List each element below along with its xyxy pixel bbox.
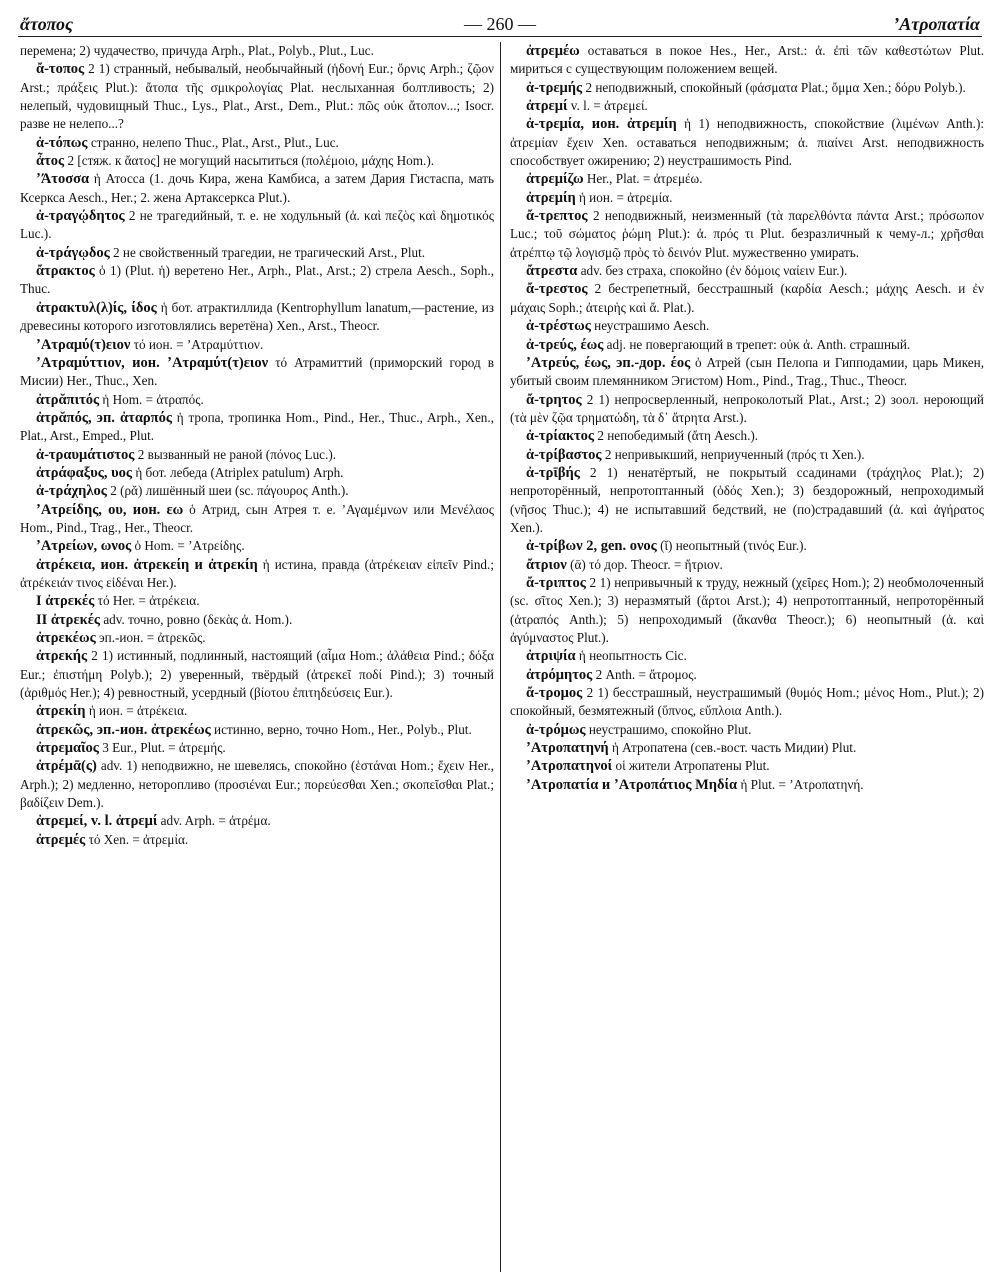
entry-definition: 2 Anth. = ἄτρομος. xyxy=(592,666,697,682)
entry-definition: (ῐ) неопытный (τινός Eur.). xyxy=(656,538,807,554)
entry-headword: ἀτρεμί xyxy=(526,98,568,115)
entry-headword: ἄτρακτος xyxy=(36,263,95,280)
entry-headword: ἀ-τραγῴδητος xyxy=(36,208,125,225)
dictionary-entry xyxy=(20,354,494,391)
entry-headword: ἀ-τράγῳδος xyxy=(36,244,110,261)
page-header xyxy=(18,8,982,37)
dictionary-entry xyxy=(20,739,494,757)
dictionary-entry xyxy=(20,647,494,702)
entry-headword: ʼΑτραμύττιον, ион. ʼΑτραμύτ(τ)ειον xyxy=(36,354,269,371)
entry-headword: ἀτρεμίη xyxy=(526,189,576,206)
entry-definition: неустрашимо, спокойно Plut. xyxy=(585,721,752,737)
dictionary-entry xyxy=(510,79,984,97)
entry-definition: 2 непривыкший, неприученный (πρός τι Xen.). xyxy=(601,446,865,462)
entry-headword: ἀ-τρίβων 2, gen. ονος xyxy=(526,538,657,555)
entry-headword: ἀτρακτυλ(λ)ίς, ίδος xyxy=(36,299,157,316)
entry-definition: 2 не трагедийный, т. е. не ходульный (ἀ. καὶ πεζὸς καὶ δημοτικός Luc.). xyxy=(20,208,494,242)
entry-definition: ἡ бот. атрактиллида (Kentrophyllum lanatum,—растение, из древесины которого изготовлялись веретёна) Xen., Arst., Theocr. xyxy=(20,299,495,334)
dictionary-entry xyxy=(510,757,984,775)
dictionary-entry xyxy=(510,464,984,537)
dictionary-entry xyxy=(20,134,494,152)
entry-headword: ʼΑτρείδης, ου, ион. εω xyxy=(36,501,184,518)
dictionary-entry xyxy=(510,739,984,757)
dictionary-entry xyxy=(510,537,984,555)
entry-definition: ἡ Атосса (1. дочь Кира, жена Камбиса, а затем Дария Гистаспа, мать Ксеркса Aesch., Her.; 2. жена Артаксеркса Plut.). xyxy=(20,171,494,205)
entry-headword: ἄτρεστα xyxy=(526,263,578,280)
entry-definition: эп.-ион. = ἀτρεκῶς. xyxy=(95,630,206,645)
entry-headword: ἀτρᾰπός, эп. ἀταρπός xyxy=(36,409,172,426)
columns xyxy=(18,42,982,1278)
dictionary-entry xyxy=(20,611,494,629)
entry-definition: ὁ Атрей (сын Пелопа и Гипподамии, царь Микен, убитый своим племянником Эгистом) Hom., Pind., Trag., Thuc., Theocr. xyxy=(510,354,984,389)
entry-definition: ὁ Hom. = ʼΑτρείδης. xyxy=(131,538,245,554)
dictionary-entry xyxy=(510,684,984,721)
entry-definition: ἡ ион. = ἀτρεμία. xyxy=(575,189,673,205)
entry-headword: ἀτρεκῶς, эп.-ион. ἀτρεκέως xyxy=(36,721,211,738)
dictionary-entry xyxy=(20,757,494,812)
dictionary-entry xyxy=(20,831,494,849)
entry-definition: ὁ 1) (Plut. ἡ) веретено Her., Arph., Plat., Arst.; 2) стрела Aesch., Soph., Thuc. xyxy=(20,263,494,297)
dictionary-entry xyxy=(510,354,984,391)
entry-headword: ἄ-τοπος xyxy=(36,61,85,78)
entry-definition: ἡ неопытность Cic. xyxy=(575,648,687,664)
entry-headword: ἀτρεμεί, v. l. ἀτρεμί xyxy=(36,813,158,830)
entry-headword: ἀτρεκίη xyxy=(36,703,86,720)
entry-headword: ἀτρεκής xyxy=(36,648,88,665)
entry-definition: странно, нелепо Thuc., Plat., Arst., Plut., Luc. xyxy=(87,134,339,150)
entry-definition: перемена; 2) чудачество, причуда Arph., Plat., Polyb., Plut., Luc. xyxy=(20,43,374,58)
dictionary-entry xyxy=(510,262,984,280)
dictionary-entry xyxy=(20,556,494,593)
entry-headword: ʼΆτοσσα xyxy=(36,171,90,188)
dictionary-entry xyxy=(510,574,984,647)
entry-headword: ἀ-τράχηλος xyxy=(36,483,107,500)
entry-headword: ἀ-τρίβαστος xyxy=(526,446,602,463)
dictionary-entry xyxy=(20,336,494,354)
entry-headword: ʼΑτρείων, ωνος xyxy=(36,538,132,555)
entry-definition: 2 1) истинный, подлинный, настоящий (αἷμα Hom.; ἀλάθεια Pind.; δόξα Eur.; ἐπιστήμη Polyb.); 2) уверенный, твёрдый (ἀτρεκεῖ ποδί Pind.); 3) точный (ἀριθμός Her.); 4) ревностный, усердный (βίοτου ἐπιτηδεύσεις Eur.). xyxy=(20,648,494,701)
entry-definition: 2 не свойственный трагедии, не трагический Arst., Plut. xyxy=(109,244,426,260)
entry-headword: ἀτριψία xyxy=(526,648,576,665)
entry-definition: adv. Arph. = ἀτρέμα. xyxy=(157,813,271,829)
entry-headword: ἄ-τρομος xyxy=(526,685,583,702)
entry-definition: v. l. = ἀτρεμεί. xyxy=(567,98,648,114)
entry-headword: ἀτράφαξυς, υος xyxy=(36,464,133,481)
entry-definition: 2 1) странный, небывалый, необычайный (ἡδονή Eur.; ὄρνις Arph.; ζῷον Arst.; πράξεις Plut.): ἄτοπα τῆς σμικρολογίας Plat. неслыханная болтливость; 2) нелепый, чудовищный Thuc., Lys., Plat., Arst., Dem., Plut.: πῶς οὐκ ἄτοπον...; Isocr. разве не нелепо...? xyxy=(20,61,494,132)
entry-definition: ἡ Атропатена (сев.-вост. часть Мидии) Plut. xyxy=(608,740,857,756)
dictionary-entry xyxy=(20,391,494,409)
entry-definition: ἡ Plut. = ʼΑτροπατηνή. xyxy=(737,776,864,792)
entry-headword: ἀ-τρῑβής xyxy=(526,464,580,481)
entry-headword: I ἀτρεκές xyxy=(36,593,95,610)
entry-definition: 2 1) ненатёртый, не покрытый ссадинами (τράχηλος Plat.); 2) непроторённый, непротоптанный (ὁδός Xen.); 3) бездорожный, непроходимый (νῆσος Thuc.); 4) не испытавший бедствий, не (по)страдавший (ἀ. καὶ ἀγήρατος Xen.). xyxy=(510,464,984,535)
entry-definition: adv. 1) неподвижно, не шевелясь, спокойно (ἑστάναι Hom.; ἔχειν Her., Arph.); 2) медленно, неторопливо (προσιέναι Eur.; πορεύεσθαι Xen.; σκοπεῖσθαι Plat.; βαδίζειν Dem.). xyxy=(20,758,494,811)
entry-headword: ἆτος xyxy=(36,153,65,170)
entry-headword: ἀ-τραυμάτιστος xyxy=(36,446,135,463)
dictionary-entry xyxy=(20,152,494,170)
entry-definition: 2 бестрепетный, бесстрашный (καρδία Aesch.; μάχης Aesch. и ἐν μάχαις Soph.; ἀτειρὴς καὶ ἄ. Plat.). xyxy=(510,281,984,315)
entry-headword: ἀτρέμᾱ(ς) xyxy=(36,758,97,775)
dictionary-entry xyxy=(510,336,984,354)
dictionary-entry xyxy=(20,262,494,299)
entry-headword: ἀ-τρεμής xyxy=(526,79,583,96)
entry-definition: 2 неподвижный, спокойный (φάσματα Plat.; ὄμμα Xen.; δόρυ Polyb.). xyxy=(582,79,966,95)
dictionary-entry xyxy=(20,812,494,830)
dictionary-entry xyxy=(510,776,984,794)
entry-headword: ἄ-τρητος xyxy=(526,391,582,408)
entry-definition: 2 непобедимый (ἄτη Aesch.). xyxy=(594,428,759,444)
entry-definition: 2 1) непросверленный, непроколотый Plat., Arst.; 2) зоол. нероющий (τὰ μὲν ζῷα τρηματώδη, τὰ δ᾽ ἄτρητα Arst.). xyxy=(510,391,984,425)
entry-definition: adv. без страха, спокойно (ἐν δόμοις ναίειν Eur.). xyxy=(577,263,848,279)
entry-definition: ἡ 1) неподвижность, спокойствие (λιμένων Anth.): ἀτρεμίαν ἔχειν Xen. оставаться неподвижным; ἀ. πιαίνει Arst. неподвижность способствует ожирению; 2) неустрашимость Pind. xyxy=(510,116,984,169)
entry-definition: ἡ ион. = ἀτρέκεια. xyxy=(85,703,188,719)
entry-headword: ʼΑτραμύ(τ)ειον xyxy=(36,336,131,353)
entry-headword: ἄτριον xyxy=(526,556,567,573)
page-number: — 260 — xyxy=(464,14,536,34)
dictionary-entry xyxy=(20,446,494,464)
entry-definition: τό Атрамиттий (приморский город в Мисии) Her., Thuc., Xen. xyxy=(20,354,494,389)
entry-headword: ἀτρεμέω xyxy=(526,43,580,59)
dictionary-entry xyxy=(20,501,494,538)
right-column xyxy=(510,42,984,794)
entry-headword: ἀτρᾰπιτός xyxy=(36,391,100,408)
entry-definition: 2 1) бесстрашный, неустрашимый (θυμός Hom.; μένος Hom., Plut.); 2) спокойный, безмятежный (ὕπνος, εὔπλοια Anth.). xyxy=(510,685,984,719)
entry-headword: ἀτρεκέως xyxy=(36,630,96,646)
entry-definition: 2 неподвижный, неизменный (τὰ παρελθόντα πάντα Arst.; πρόσωπον Luc.; τοῦ σώματος ῥώμη Plut.): ἀ. πρός τι Plut. безразличный к чему-л.; χρῆσθαι ἀτρέπτῳ τῷ λογισμῷ πρὸς τὸ δεινόν Plut. мужественно умирать. xyxy=(510,208,984,260)
entry-definition: τό Her. = ἀτρέκεια. xyxy=(94,593,200,609)
entry-headword: ἀ-τρίακτος xyxy=(526,428,595,445)
dictionary-entry xyxy=(510,427,984,445)
dictionary-entry xyxy=(20,721,494,739)
dictionary-entry xyxy=(20,60,494,133)
dictionary-entry xyxy=(510,97,984,115)
entry-definition: истинно, верно, точно Hom., Her., Polyb., Plut. xyxy=(210,721,472,737)
entry-headword: ἄ-τρεπτος xyxy=(526,208,588,225)
entry-definition: 2 [стяж. к ἄατος] не могущий насытиться (πολέμοιο, μάχης Hom.). xyxy=(64,153,435,169)
entry-definition: ἡ Hom. = ἀτραπός. xyxy=(99,391,204,407)
entry-definition: τό Xen. = ἀτρεμία. xyxy=(85,831,189,847)
dictionary-entry xyxy=(20,537,494,555)
dictionary-entry xyxy=(20,702,494,720)
entry-definition: ἡ истина, правда (ἀτρέκειαν εἰπεῖν Pind.; ἀτρέκειάν τινος εἰδέναι Her.). xyxy=(20,556,494,590)
entry-definition: оставаться в покое Hes., Her., Arst.: ἀ. ἐπὶ τῶν καθεστώτων Plut. мириться с существующим положением вещей. xyxy=(510,43,984,77)
entry-definition: adv. точно, ровно (δεκὰς ἀ. Hom.). xyxy=(100,611,293,627)
entry-headword: ἀ-τρέστως xyxy=(526,318,591,335)
entry-definition: ἡ бот. лебеда (Atriplex patulum) Arph. xyxy=(132,464,344,480)
dictionary-entry xyxy=(510,170,984,188)
entry-headword: ἀτρεμαῖος xyxy=(36,740,99,757)
entry-headword: ʼΑτροπατία и ʼΑτροπάτιος Μηδία xyxy=(526,776,738,793)
entry-definition: Her., Plat. = ἀτρεμέω. xyxy=(583,171,703,187)
entry-headword: ἀτρόμητος xyxy=(526,666,593,683)
left-column xyxy=(20,42,494,849)
column-divider xyxy=(500,42,501,1272)
entry-headword: ʼΑτρεύς, έως, эп.-дор. έος xyxy=(526,354,691,371)
dictionary-entry xyxy=(20,482,494,500)
dictionary-entry xyxy=(510,280,984,317)
dictionary-entry xyxy=(510,647,984,665)
dictionary-entry xyxy=(510,391,984,428)
entry-headword: ἀ-τρόμως xyxy=(526,721,586,738)
dictionary-entry xyxy=(510,115,984,170)
entry-definition: οἱ жители Атропатены Plut. xyxy=(612,758,770,774)
entry-definition: 2 (ρᾰ) лишённый шеи (sc. πάγουρος Anth.). xyxy=(106,483,349,499)
entry-headword: ἀ-τρεμία, ион. ἀτρεμίη xyxy=(526,116,677,133)
entry-headword: ἀ-τρεύς, έως xyxy=(526,336,604,353)
dictionary-entry xyxy=(20,464,494,482)
dictionary-entry xyxy=(510,42,984,79)
dictionary-entry xyxy=(510,446,984,464)
entry-headword: ἄ-τρεστος xyxy=(526,281,588,298)
entry-headword: ἄ-τριπτος xyxy=(526,574,586,591)
dictionary-entry xyxy=(510,666,984,684)
dictionary-entry xyxy=(20,42,494,60)
entry-headword: ἀτρέκεια, ион. ἀτρεκείη и ἀτρεκίη xyxy=(36,556,258,573)
dictionary-entry xyxy=(510,317,984,335)
entry-definition: ὁ Атрид, сын Атрея т. е. ʼΑγαμέμνων или Μενέλαος Hom., Pind., Trag., Her., Theocr. xyxy=(20,501,494,535)
left-guide-word: ἄτοπος xyxy=(20,14,74,34)
entry-definition: неустрашимо Aesch. xyxy=(590,318,710,334)
dictionary-entry xyxy=(20,409,494,446)
entry-headword: ἀ-τόπως xyxy=(36,134,88,151)
entry-definition: τό ион. = ʼΑτραμύττιον. xyxy=(130,336,264,352)
dictionary-entry xyxy=(510,721,984,739)
entry-headword: ἀτρεμίζω xyxy=(526,171,584,188)
dictionary-entry xyxy=(20,207,494,244)
entry-definition: (ᾱ) τό дор. Theocr. = ἤτριον. xyxy=(566,556,723,572)
entry-definition: adj. не повергающий в трепет: οὐκ ἀ. Anth. страшный. xyxy=(603,336,911,352)
dictionary-entry xyxy=(510,189,984,207)
dictionary-entry xyxy=(20,592,494,610)
dictionary-entry xyxy=(20,244,494,262)
right-guide-word: ʼΑτροπατία xyxy=(893,14,980,34)
dictionary-entry xyxy=(510,556,984,574)
entry-headword: II ἀτρεκές xyxy=(36,611,101,628)
dictionary-entry xyxy=(20,170,494,207)
dictionary-page xyxy=(18,8,982,1278)
entry-definition: ἡ тропа, тропинка Hom., Pind., Her., Thuc., Arph., Xen., Plat., Arst., Emped., Plut. xyxy=(20,409,494,444)
dictionary-entry xyxy=(510,207,984,262)
dictionary-entry xyxy=(20,299,494,336)
entry-definition: 2 1) непривычный к труду, нежный (χεῖρες Hom.); 2) необмолоченный (sc. σῖτος Xen.); 3) неразмятый (ἄρτοι Arst.); 4) непротоптанный, непроторённый (ἀτραπός Anth.); 5) непроходимый (ἄκανθα Theocr.); 6) неопытный (ἀ. καὶ ἀγύμναστος Plut.). xyxy=(510,574,984,645)
entry-definition: 3 Eur., Plut. = ἀτρεμής. xyxy=(98,740,226,756)
entry-definition: 2 вызванный не раной (πόνος Luc.). xyxy=(134,446,337,462)
entry-headword: ʼΑτροπατηνοί xyxy=(526,758,613,775)
dictionary-entry xyxy=(20,629,494,647)
entry-headword: ἀτρεμές xyxy=(36,831,86,848)
entry-headword: ʼΑτροπατηνή xyxy=(526,740,609,757)
